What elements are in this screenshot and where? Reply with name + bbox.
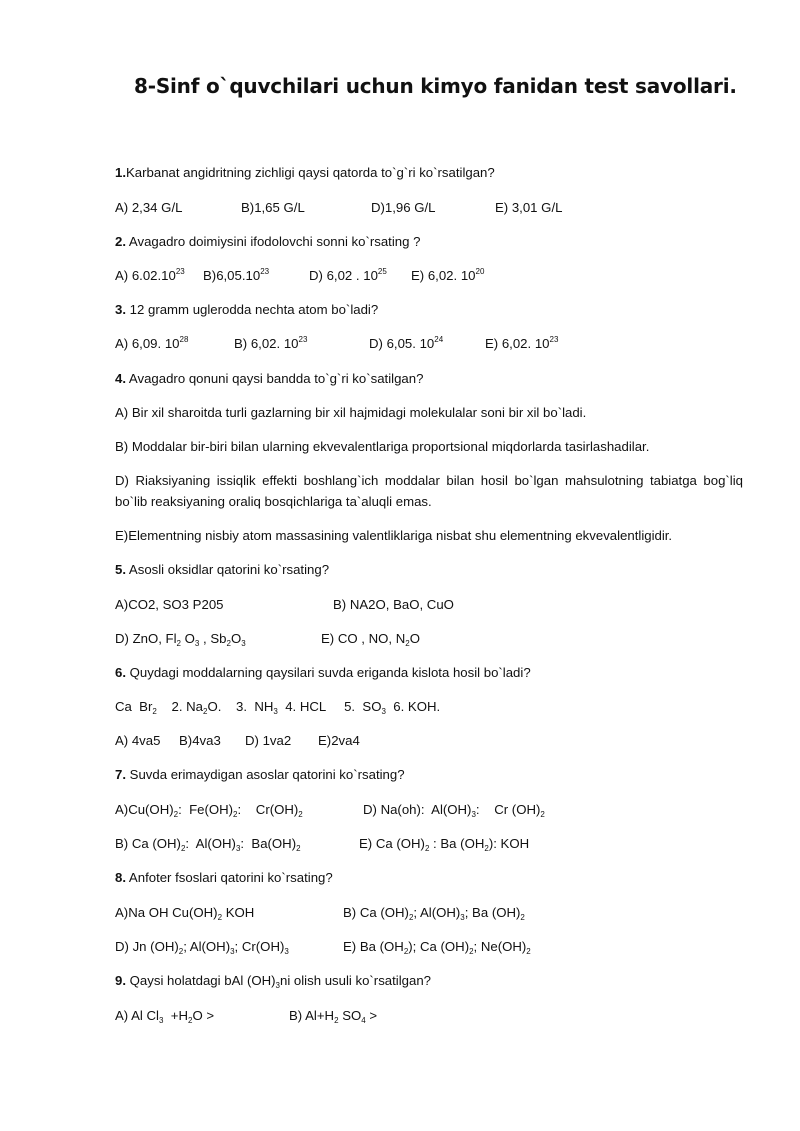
option-b: B)6,05.10$^{23}$ (203, 267, 270, 283)
question-number: 7. (115, 767, 126, 782)
question-5 (115, 561, 329, 579)
option-a: A) 2,34 G/L (115, 200, 183, 215)
option-a: A) 6,09. $10^{28}$ (115, 335, 189, 351)
question-number: 1. (115, 165, 126, 180)
option-d: D) ZnO, $Fl_2$ $O_3$ , $Sb_2O_3$ (115, 631, 246, 648)
option-d: D) Jn $(OH)_2$; $Al(OH)_3$; $Cr(OH)_3$ (115, 939, 289, 956)
substance-list: Ca $Br_2$ 2. $Na_2O$. 3. $NH_3$ 4. HCL 5. $SO_3$ 6. KOH. (115, 699, 441, 716)
option-b: B)1,65 G/L (241, 200, 305, 215)
question-text: Anfoter fsoslari qatorini ko`rsating? (126, 870, 333, 885)
option-a: A) Bir xil sharoitda turli gazlarning bir xil hajmidagi molekulalar soni bir xil bo`ladi. (115, 405, 587, 420)
page-title: 8-Sinf o`quvchilari uchun kimyo fanidan test savollari. (134, 74, 737, 98)
question-number: 6. (115, 665, 126, 680)
option-a: A)Na OH $Cu(OH)_2$ KOH (115, 905, 255, 922)
question-4 (115, 370, 423, 388)
option-a: A) 4va5 (115, 733, 161, 748)
question-text: Avagadro doimiysini ifodolovchi sonni ko`rsating ? (126, 234, 421, 249)
option-d: D) 1va2 (245, 733, 292, 748)
option-d: D) 6,05. $10^{24}$ (369, 335, 444, 351)
option-b: B) 6,02. $10^{23}$ (234, 335, 308, 351)
question-number: 9. (115, 973, 126, 988)
question-text: Karbanat angidritning zichligi qaysi qatorda to`g`ri ko`rsatilgan? (126, 165, 495, 180)
question-3 (115, 301, 378, 319)
option-e: E)Elementning nisbiy atom massasining valentliklariga nisbat shu elementning ekvevalentligidir. (115, 528, 673, 543)
option-b: B) Moddalar bir-biri bilan ularning ekvevalentlariga proportsional miqdorlarda tasirlashadilar. (115, 439, 650, 454)
option-e: E) CO , NO, $N_2O$ (321, 631, 420, 648)
question-8 (115, 869, 333, 887)
option-d: D)1,96 G/L (371, 200, 436, 215)
option-e: E) Ca $(OH)_2$ : Ba $(OH_2)$: KOH (359, 836, 530, 853)
option-e: E) 6,02. $10^{20}$ (411, 267, 485, 283)
option-d: D) Na(oh): $Al(OH)_3$: Cr $(OH)_2$ (363, 802, 545, 819)
question-number: 8. (115, 870, 126, 885)
question-text: Avagadro qonuni qaysi bandda to`g`ri ko`satilgan? (126, 371, 424, 386)
question-number: 4. (115, 371, 126, 386)
question-1 (115, 164, 495, 182)
option-a: A) 6.02.10$^{23}$ (115, 267, 185, 283)
question-text: Asosli oksidlar qatorini ko`rsating? (126, 562, 330, 577)
question-6 (115, 664, 531, 682)
question-2 (115, 233, 420, 251)
option-b: B) $Al+H_2$ $SO_4$ > (289, 1008, 378, 1025)
option-e: E)2va4 (318, 733, 360, 748)
option-a: $A)Cu(OH)_2$: $Fe(OH)_2$: $Cr(OH)_2$ (115, 802, 303, 819)
option-a: A) Al $Cl_3 +H_2O$ > (115, 1008, 215, 1025)
question-text: Suvda erimaydigan asoslar qatorini ko`rsating? (126, 767, 405, 782)
option-e: E) 6,02. $10^{23}$ (485, 335, 559, 351)
option-a: A)CO2, SO3 P205 (115, 597, 224, 612)
question-text: Qaysi holatdagi bAl (OH) (126, 973, 276, 988)
option-e: E) 3,01 G/L (495, 200, 563, 215)
option-d: D) Riaksiyaning issiqlik effekti boshlang`ich moddalar bilan hosil bo`lgan mahsulotning tabiatga bog`liq bo`lib reaksiyaning oraliq bosqichlariga ta`aluqli emas. (115, 473, 743, 509)
question-text: 12 gramm uglerodda nechta atom bo`ladi? (126, 302, 379, 317)
question-text: Quydagi moddalarning qaysilari suvda eriganda kislota hosil bo`ladi? (126, 665, 531, 680)
option-b: B) NA2O, BaO, CuO (333, 597, 454, 612)
option-b: B)4va3 (179, 733, 221, 748)
question-7 (115, 766, 405, 784)
option-d: D) 6,02 . $10^{25}$ (309, 267, 387, 283)
question-9: 9. Qaysi holatdagi bAl $(OH)_3ni$ olish usuli ko`rsatilgan? (115, 973, 431, 990)
question-number: 3. (115, 302, 126, 317)
question-number: 5. (115, 562, 126, 577)
question-number: 2. (115, 234, 126, 249)
option-e: E) Ba $(OH_2)$; Ca $(OH)_2$; $Ne(OH)_2$ (343, 939, 531, 956)
option-b: B) Ca $(OH)_2$: $Al(OH)_3$: $Ba(OH)_2$ (115, 836, 301, 853)
option-b: B) Ca $(OH)_2$; $Al(OH)_3$; Ba $(OH)_2$ (343, 905, 525, 922)
